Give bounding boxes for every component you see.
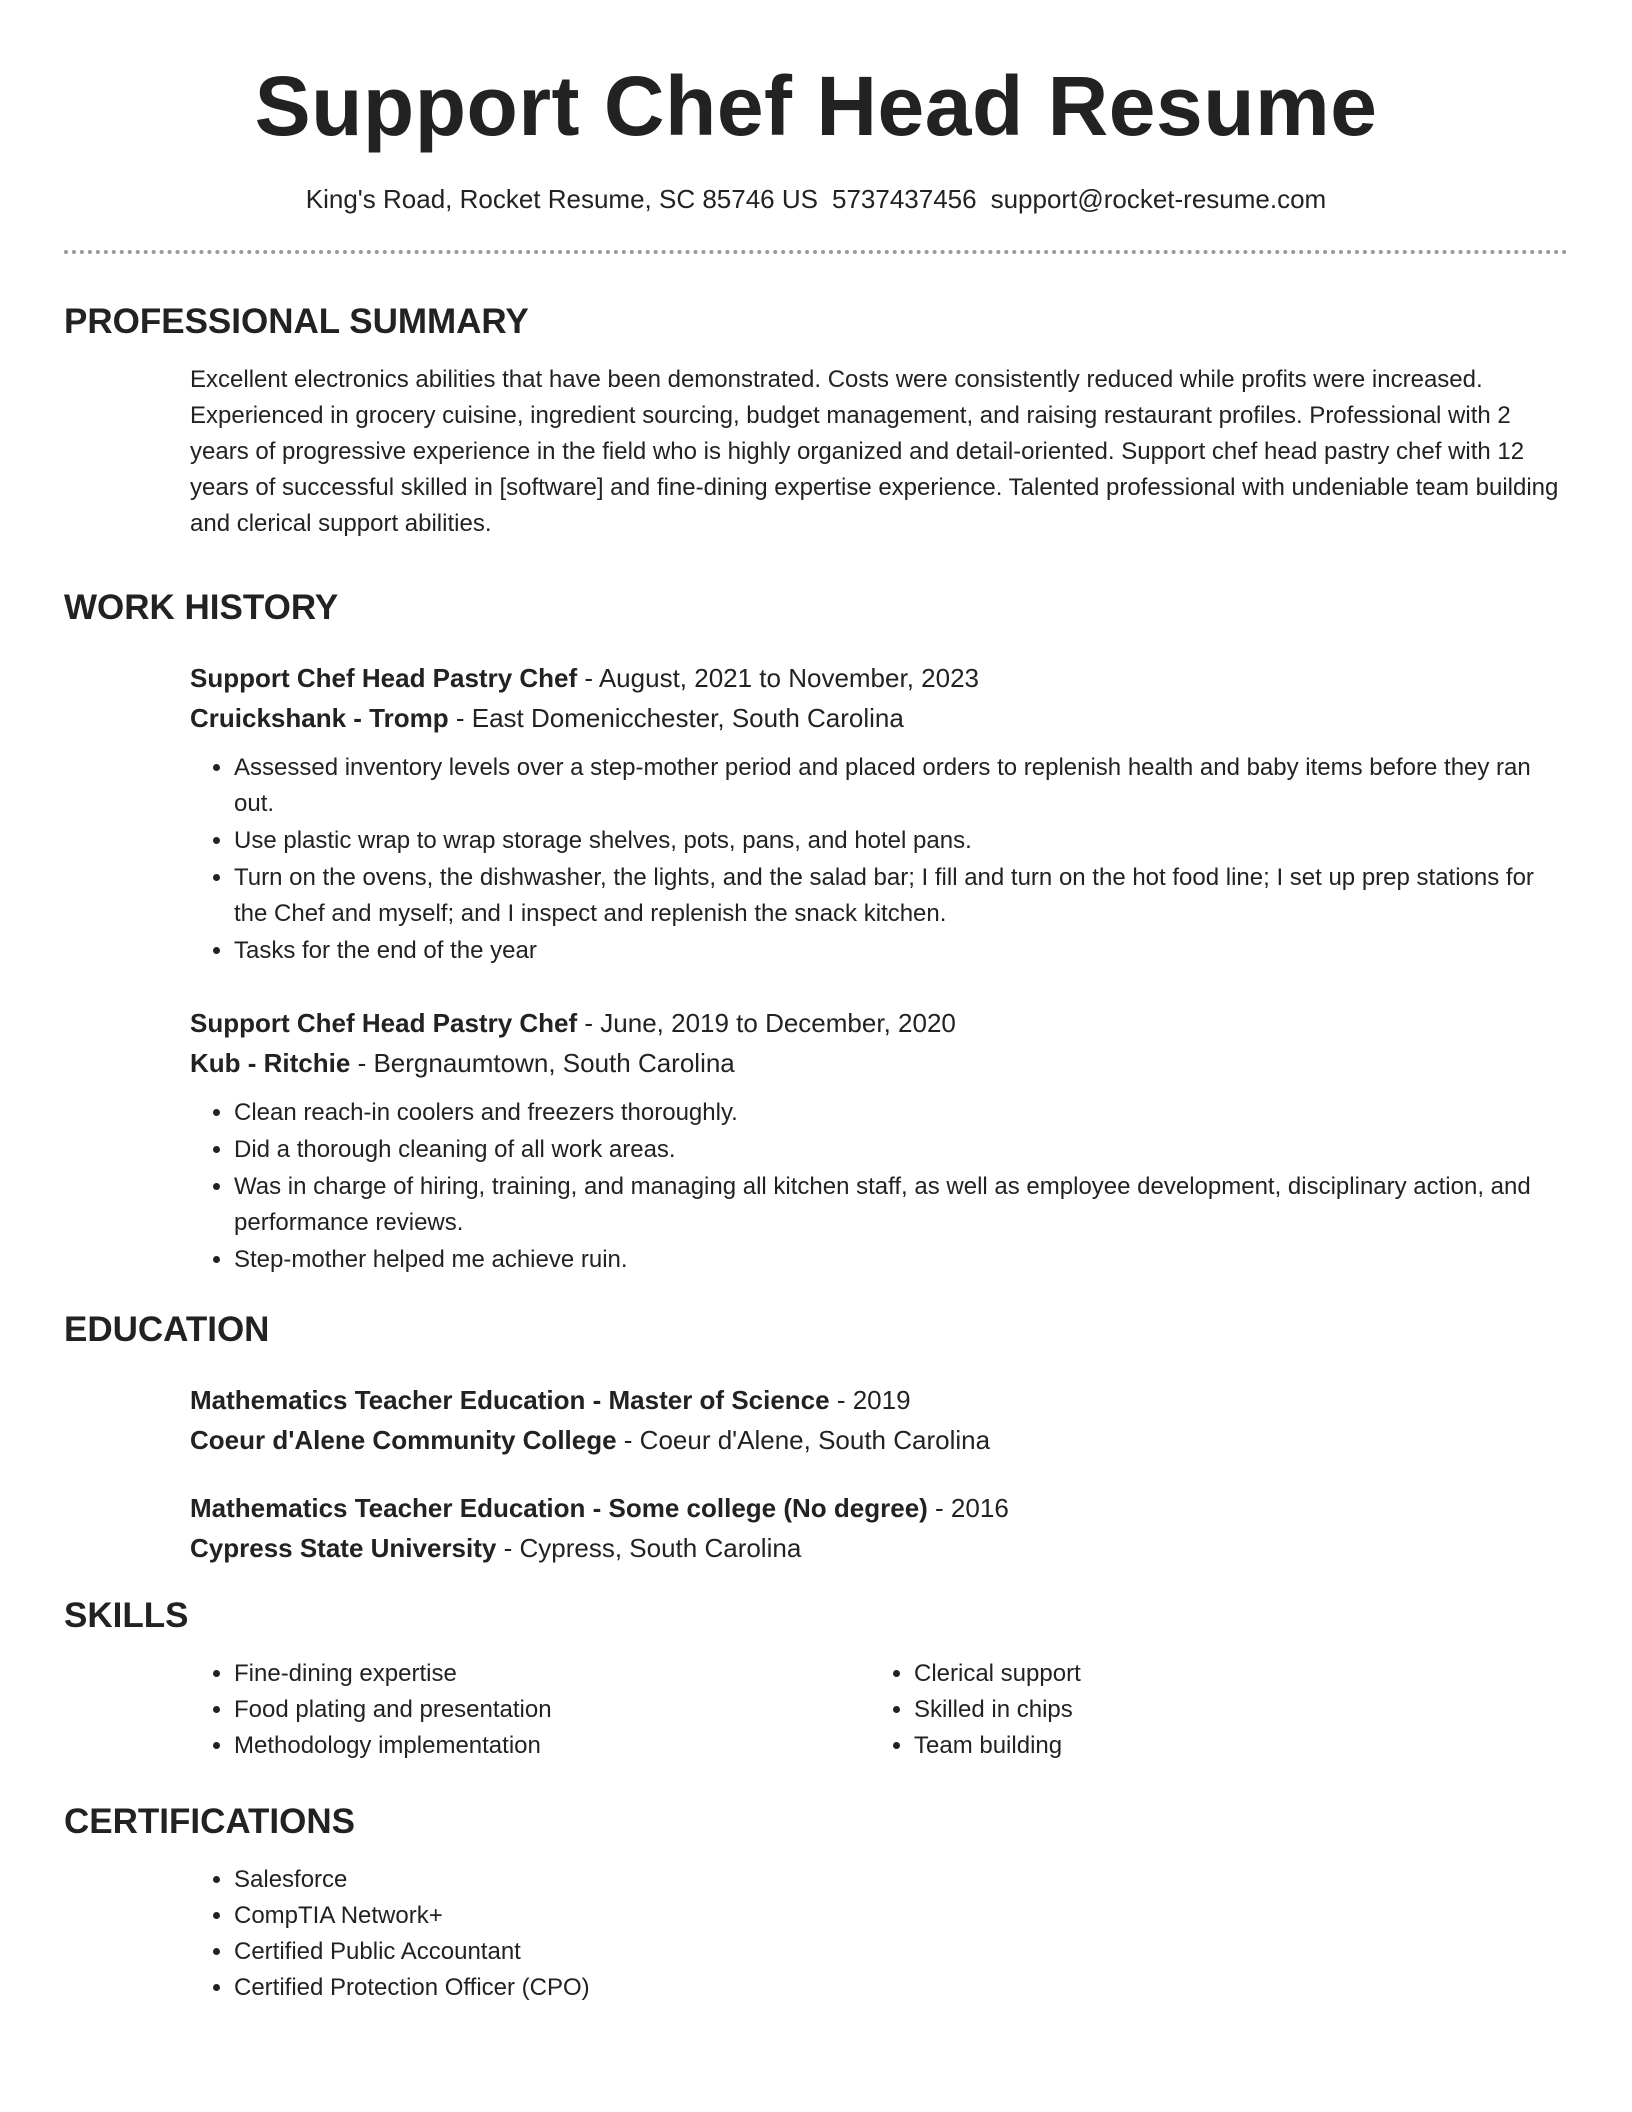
header-divider bbox=[64, 250, 1568, 254]
job-bullet: • Step-mother helped me achieve ruin. bbox=[234, 1242, 1562, 1278]
education-location: - Coeur d'Alene, South Carolina bbox=[616, 1425, 991, 1455]
education-location: - Cypress, South Carolina bbox=[496, 1533, 802, 1563]
summary-text: Excellent electronics abilities that have been demonstrated. Costs were consistently reduced while profits were increased. Experienced in grocery cuisine, ingredient sourcing, budget management, and raising restaurant profiles. Professional with 2 years of progressive experience in the field who is highly organized and detail-oriented. Support chef head pastry chef with 12 years of successful skilled in [software] and fine-dining expertise experience. Talented professional with undeniable team building and clerical support abilities. bbox=[190, 366, 1559, 537]
job-entry bbox=[190, 658, 1562, 969]
job-title: Support Chef Head Pastry Chef bbox=[190, 663, 578, 693]
education-degree: Mathematics Teacher Education - Master of Science bbox=[190, 1385, 830, 1415]
education-degree-line bbox=[190, 1488, 1562, 1528]
job-title-line bbox=[190, 1003, 1562, 1043]
job-bullets bbox=[190, 750, 1562, 969]
contact-address: King's Road, Rocket Resume, SC 85746 US bbox=[305, 184, 818, 214]
work-history-heading: WORK HISTORY bbox=[64, 588, 339, 627]
contact-phone: 5737437456 bbox=[831, 184, 977, 214]
education-school-line bbox=[190, 1528, 1562, 1568]
education-degree-line bbox=[190, 1380, 1562, 1420]
certification-item: • Certified Public Accountant bbox=[234, 1934, 1562, 1970]
job-bullet: • Did a thorough cleaning of all work areas. bbox=[234, 1132, 1562, 1168]
education-year: - 2016 bbox=[927, 1493, 1009, 1523]
skill-item: • Fine-dining expertise bbox=[234, 1656, 870, 1692]
job-bullet: • Use plastic wrap to wrap storage shelves, pots, pans, and hotel pans. bbox=[234, 823, 1562, 859]
education-school: Cypress State University bbox=[190, 1533, 497, 1563]
job-bullet: • Assessed inventory levels over a step-mother period and placed orders to replenish health and baby items before they ran out. bbox=[234, 750, 1562, 822]
resume-header bbox=[64, 56, 1568, 254]
education-degree: Mathematics Teacher Education - Some college (No degree) bbox=[190, 1493, 928, 1523]
education-entry bbox=[190, 1380, 1562, 1460]
skill-item: • Skilled in chips bbox=[914, 1692, 1550, 1728]
job-company: Kub - Ritchie bbox=[190, 1048, 351, 1078]
contact-email: support@rocket-resume.com bbox=[990, 184, 1327, 214]
job-entry bbox=[190, 1003, 1562, 1278]
skill-item: • Food plating and presentation bbox=[234, 1692, 870, 1728]
job-bullet: • Clean reach-in coolers and freezers thoroughly. bbox=[234, 1095, 1562, 1131]
job-bullet: • Turn on the ovens, the dishwasher, the lights, and the salad bar; I fill and turn on the hot food line; I set up prep stations for the Chef and myself; and I inspect and replenish the snack kitchen. bbox=[234, 860, 1562, 932]
job-company-line bbox=[190, 1043, 1562, 1083]
education-school: Coeur d'Alene Community College bbox=[190, 1425, 617, 1455]
education-heading: EDUCATION bbox=[64, 1310, 270, 1349]
skill-item: • Clerical support bbox=[914, 1656, 1550, 1692]
job-dates: - June, 2019 to December, 2020 bbox=[577, 1008, 956, 1038]
certification-item: • Salesforce bbox=[234, 1862, 1562, 1898]
job-title-line bbox=[190, 658, 1562, 698]
education-entry bbox=[190, 1488, 1562, 1568]
job-bullet: • Tasks for the end of the year bbox=[234, 933, 1562, 969]
skills-grid bbox=[190, 1656, 1562, 1764]
job-bullet: • Was in charge of hiring, training, and managing all kitchen staff, as well as employee development, disciplinary action, and performance reviews. bbox=[234, 1169, 1562, 1241]
summary-heading: PROFESSIONAL SUMMARY bbox=[64, 302, 529, 341]
skill-item: • Team building bbox=[914, 1728, 1550, 1764]
contact-line bbox=[64, 182, 1568, 216]
job-bullets bbox=[190, 1095, 1562, 1278]
job-title: Support Chef Head Pastry Chef bbox=[190, 1008, 578, 1038]
job-location: - Bergnaumtown, South Carolina bbox=[350, 1048, 735, 1078]
education-school-line bbox=[190, 1420, 1562, 1460]
resume-name: Support Chef Head Resume bbox=[254, 59, 1378, 153]
skills-column-left bbox=[190, 1656, 870, 1764]
certification-item: • CompTIA Network+ bbox=[234, 1898, 1562, 1934]
education-year: - 2019 bbox=[829, 1385, 911, 1415]
job-dates: - August, 2021 to November, 2023 bbox=[577, 663, 979, 693]
certification-item: • Certified Protection Officer (CPO) bbox=[234, 1970, 1562, 2006]
skills-heading: SKILLS bbox=[64, 1596, 189, 1635]
certifications-heading: CERTIFICATIONS bbox=[64, 1802, 356, 1841]
skills-column-right bbox=[870, 1656, 1550, 1764]
job-company: Cruickshank - Tromp bbox=[190, 703, 449, 733]
skill-item: • Methodology implementation bbox=[234, 1728, 870, 1764]
job-company-line bbox=[190, 698, 1562, 738]
certifications-list bbox=[190, 1862, 1562, 2006]
job-location: - East Domenicchester, South Carolina bbox=[448, 703, 904, 733]
